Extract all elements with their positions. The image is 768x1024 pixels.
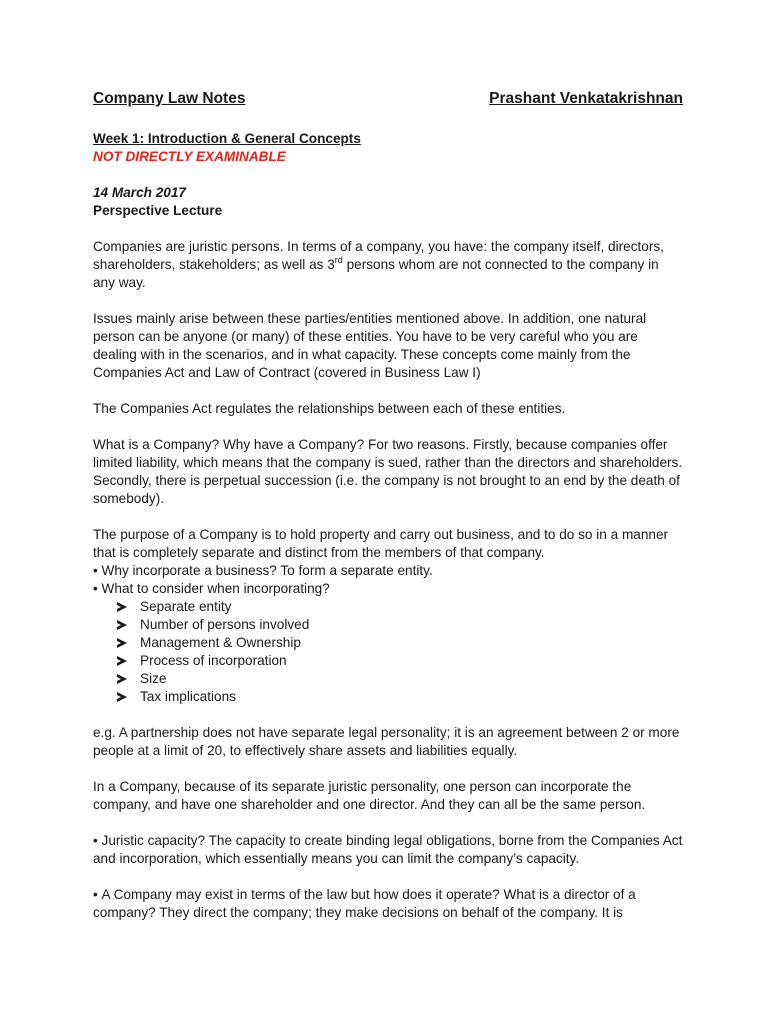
bullet-text: What to consider when incorporating? [101, 581, 330, 596]
document-header [93, 88, 683, 110]
superscript-ordinal: rd [334, 255, 343, 265]
list-item-text: Tax implications [140, 689, 236, 704]
list-item [117, 670, 683, 688]
list-item [117, 616, 683, 634]
paragraph-text: Juristic capacity? The capacity to create binding legal obligations, borne from the Companies Act and incorporation, which essentially means you can limit the company’s capacity. [93, 833, 683, 866]
list-item [117, 688, 683, 706]
paragraph-text: persons whom are not connected to the company in any way. [93, 257, 659, 290]
document-author: Prashant Venkatakrishnan [489, 90, 683, 107]
list-item-text: Number of persons involved [140, 617, 310, 632]
list-item [117, 634, 683, 652]
arrow-bullet-icon [117, 602, 127, 612]
paragraph-text: Companies are juristic persons. In terms of a company, you have: the company itself, directors, shareholders, stakeholders; as well as 3 [93, 239, 664, 272]
bullet-text: Why incorporate a business? To form a separate entity. [101, 563, 433, 578]
arrow-bullet-icon [117, 656, 127, 666]
examinable-note: NOT DIRECTLY EXAMINABLE [93, 149, 286, 164]
list-item-text: Size [140, 671, 167, 686]
document-title: Company Law Notes [93, 90, 246, 107]
list-item-text: Process of incorporation [140, 653, 287, 668]
document-page [93, 88, 683, 922]
bullet-what-to-consider [93, 580, 683, 598]
week-heading-text: Week 1: Introduction & General Concepts [93, 131, 361, 146]
list-item-text: Management & Ownership [140, 635, 301, 650]
arrow-bullet-icon [117, 638, 127, 648]
paragraph-companies-act: The Companies Act regulates the relationships between each of these entities. [93, 401, 566, 416]
week-heading [93, 130, 683, 148]
paragraph-juristic-persons [93, 238, 683, 292]
list-item [117, 598, 683, 616]
list-item-text: Separate entity [140, 599, 232, 614]
arrow-bullet-icon [117, 620, 127, 630]
paragraph-issues: Issues mainly arise between these parties/entities mentioned above. In addition, one natural person can be anyone (or many) of these entities. You have to be very careful who you are dealing with in the scenarios, and in what capacity. These concepts come mainly from the Companies Act and Law of Contract (covered in Business Law I) [93, 311, 647, 380]
paragraph-what-is-company: What is a Company? Why have a Company? For two reasons. Firstly, because companies offer limited liability, which means that the company is sued, rather than the directors and shareholders. Secondly, there is perpetual succession (i.e. the company is not brought to an end by the death of somebody). [93, 437, 683, 506]
arrow-bullet-icon [117, 692, 127, 702]
paragraph-text: A Company may exist in terms of the law but how does it operate? What is a director of a company? They direct the company; they make decisions on behalf of the company. It is [93, 887, 636, 920]
paragraph-juristic-capacity [93, 832, 683, 868]
list-item [117, 652, 683, 670]
paragraph-separate-personality: In a Company, because of its separate juristic personality, one person can incorporate the company, and have one shareholder and one director. And they can all be the same person. [93, 779, 646, 812]
arrow-bullet-icon [117, 674, 127, 684]
paragraph-purpose: The purpose of a Company is to hold property and carry out business, and to do so in a manner that is completely separate and distinct from the members of that company. [93, 527, 669, 560]
paragraph-partnership: e.g. A partnership does not have separate legal personality; it is an agreement between 2 or more people at a limit of 20, to effectively share assets and liabilities equally. [93, 725, 680, 758]
considerations-list [93, 598, 683, 706]
paragraph-director [93, 886, 683, 922]
lecture-date: 14 March 2017 [93, 185, 186, 200]
bullet-why-incorporate [93, 562, 683, 580]
lecture-name: Perspective Lecture [93, 203, 223, 218]
